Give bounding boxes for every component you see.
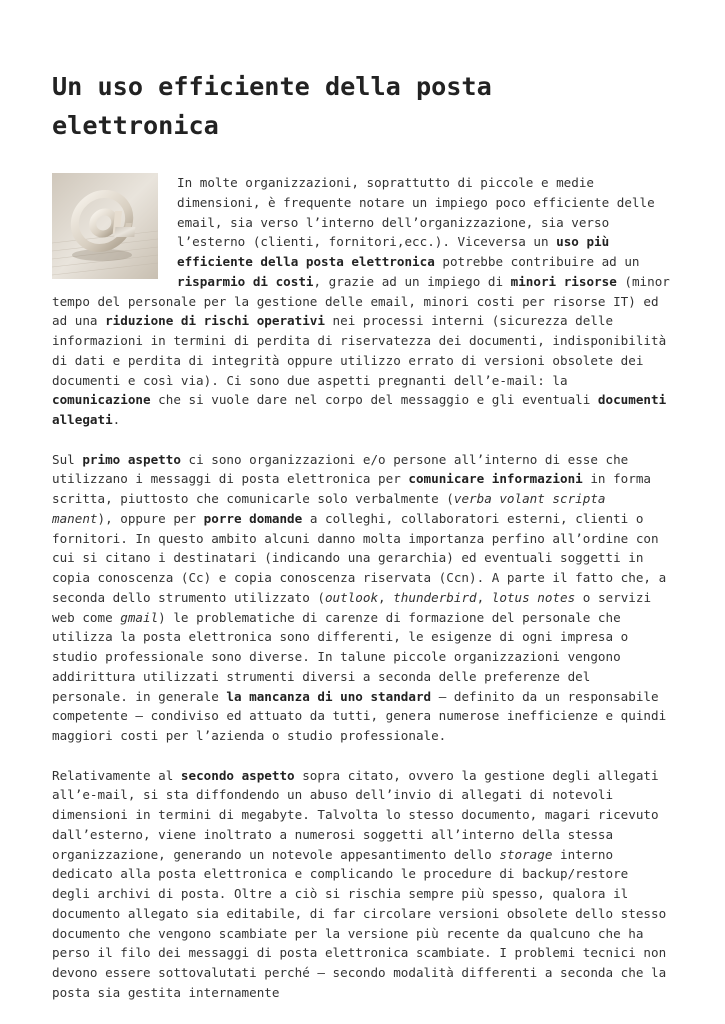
paragraph-2: Sul primo aspetto ci sono organizzazioni e/o persone all’interno di esse che utilizzano i messaggi di posta elettronica per comunicare informazioni in forma scritta, piuttosto che comunicarle solo verbalmente (verba volant scripta manent), oppure per porre domande a colleghi, collaboratori esterni, clienti o fornitori. In questo ambito alcuni danno molta importanza perfino all’ordine con cui si citano i destinatari (indicando una gerarchia) ed eventuali soggetti in copia conoscenza (Cc) e copia conoscenza riservata (Ccn). A parte il fatto che, a seconda dello strumento utilizzato (outlook, thunderbird, lotus notes o servizi web come gmail) le problematiche di carenze di formazione del personale che utilizza la posta elettronica sono differenti, le esigenze di ogni impresa o studio professionale sono diverse. In talune piccole organizzazioni vengono addirittura utilizzati strumenti diversi a seconda delle preferenze del personale. in generale la mancanza di uno standard – definito da un responsabile competente – condiviso ed attuato da tutti, genera numerose inefficienze e quindi maggiori costi per l’azienda o studio professionale. (52, 451, 667, 743)
article-body (52, 173, 670, 1022)
page-title: Un uso efficiente della posta elettronica (52, 72, 492, 140)
paragraph-1: In molte organizzazioni, soprattutto di piccole e medie dimensioni, è frequente notare un impiego poco efficiente delle email, sia verso l’interno dell’organizzazione, sia verso l’esterno (clienti, fornitori,ecc.). Viceversa un uso più efficiente della posta elettronica potrebbe contribuire ad un risparmio di costi, grazie ad un impiego di minori risorse (minor tempo del personale per la gestione delle email, minori costi per risorse IT) ed ad una riduzione di rischi operativi nei processi interni (sicurezza delle informazioni in termini di perdita di riservatezza dei documenti, indisponibilità di dati e perdita di integrità oppure utilizzo errato di versioni obsolete dei documenti e così via). Ci sono due aspetti pregnanti dell’e-mail: la comunicazione che si vuole dare nel corpo del messaggio e gli eventuali documenti allegati. (52, 175, 670, 427)
paragraph-3: Relativamente al secondo aspetto sopra citato, ovvero la gestione degli allegati all’e-mail, si sta diffondendo un abuso dell’invio di allegati di notevoli dimensioni in termini di megabyte. Talvolta lo stesso documento, magari ricevuto dall’esterno, viene inoltrato a numerosi soggetti all’interno della stessa organizzazione, generando un notevole appesantimento dello storage interno dedicato alla posta elettronica e complicando le procedure di backup/restore degli archivi di posta. Oltre a ciò si rischia sempre più spesso, qualora il documento allegato sia editabile, di far circolare versioni obsolete dello stesso documento che vengono scambiate per la versione più recente da qualcuno che ha perso il filo dei messaggi di posta elettronica scambiate. I problemi tecnici non devono essere sottovalutati perché – secondo modalità differenti a seconda che la posta sia gestita internamente (52, 767, 667, 1000)
at-sign-image (52, 173, 158, 279)
at-sign-icon (52, 173, 158, 279)
